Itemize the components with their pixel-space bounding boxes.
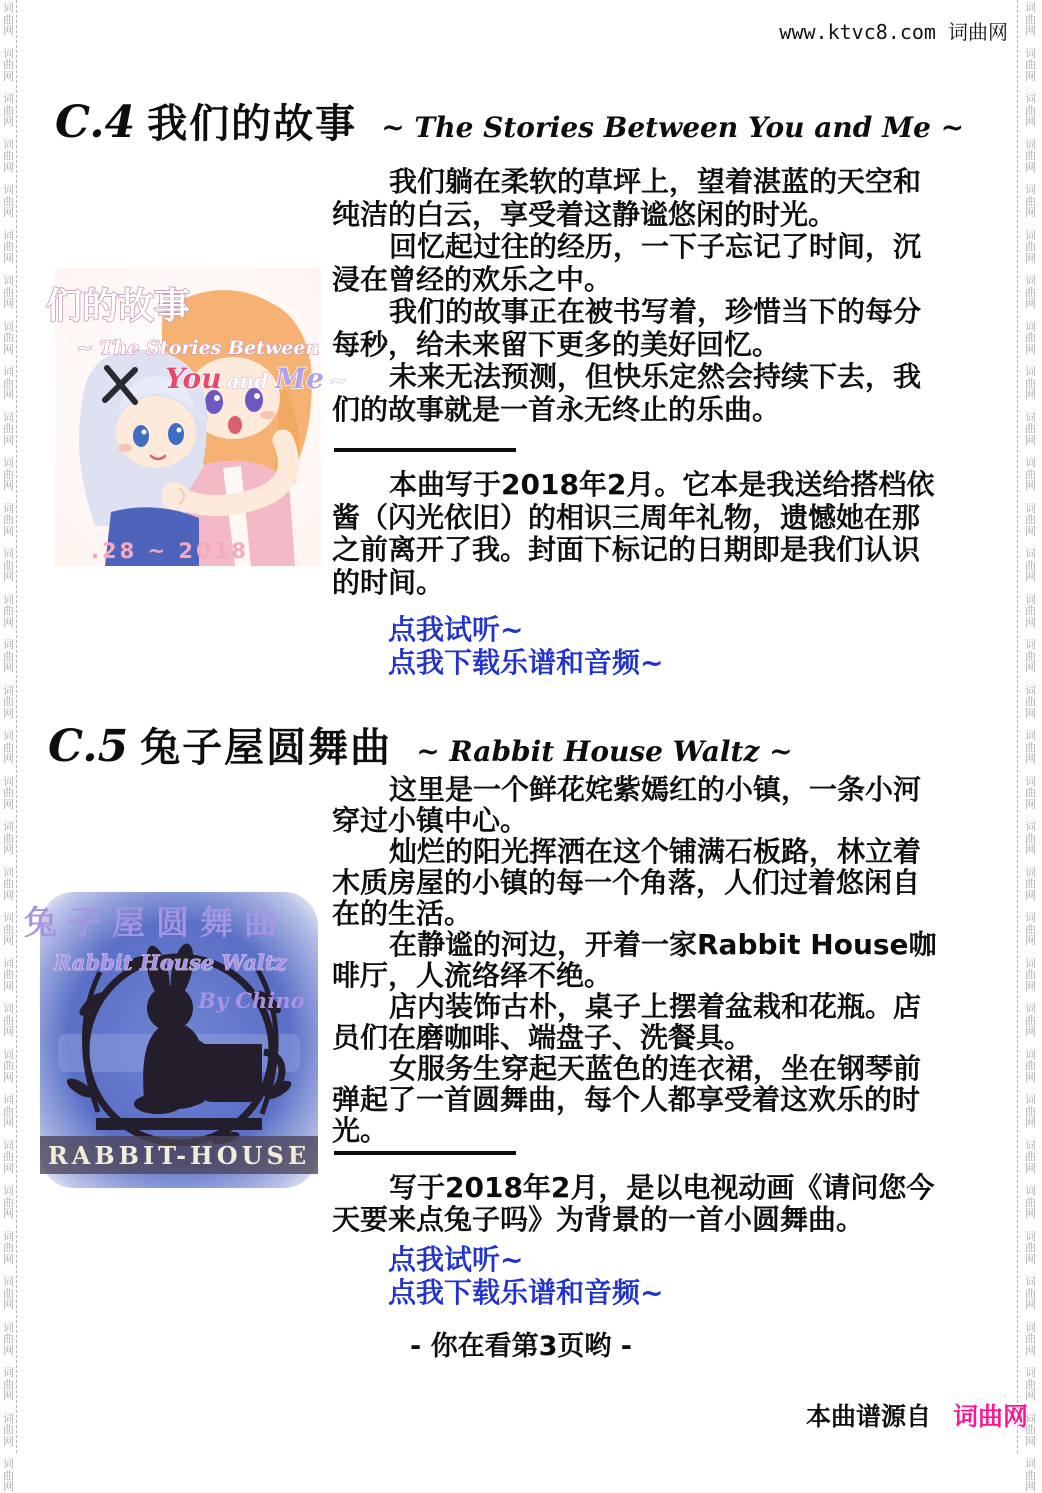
c5-notes	[332, 1172, 956, 1236]
text-line: 写于2018年2月，是以电视动画《请问您今	[389, 1171, 935, 1204]
text-line: 穿过小镇中心。	[332, 804, 529, 837]
cover1-tilde-text: ~	[329, 368, 348, 394]
text-line: 在的生活。	[332, 897, 473, 930]
right-dashed-border	[1017, 0, 1018, 1453]
text-line: 浸在曾经的欢乐之中。	[332, 262, 613, 296]
text-line: 每秒，给未来留下更多的美好回忆。	[332, 327, 781, 361]
text-line: 在静谧的河边，开着一家Rabbit House咖	[389, 928, 937, 961]
section-title-en: ~ Rabbit House Waltz ~	[416, 735, 793, 768]
c4-listen-link[interactable]: 点我试听~	[388, 613, 524, 646]
cover2-byline-text: By Chino	[198, 988, 305, 1013]
section-title-cn: 兔子屋圆舞曲	[140, 725, 393, 771]
section-number: C.5	[48, 721, 129, 772]
cover1-illustration	[46, 268, 348, 566]
c4-download-link[interactable]: 点我下载乐谱和音频~	[388, 646, 664, 679]
text-line: 这里是一个鲜花姹紫嫣红的小镇，一条小河	[389, 773, 922, 806]
cover1-date-text: .28 ~ 2018	[91, 539, 249, 563]
cover1-and-text: and	[226, 369, 276, 393]
cover2-subtitle-text: Rabbit House Waltz	[54, 950, 287, 975]
right-watermark-column: 词 曲 网 词 曲 网 词 曲 网 词 曲 网 词 曲 网 词 曲 网 词 曲 网 词 曲 网 词 曲 网 词 曲 网 词 曲 网 词 曲 网 词 曲 网 词 曲 网 词 曲 网 词 曲 网 词 曲 网 词 曲 网 词 曲 网 词 曲 网 词 曲 网 词 曲 网 词 曲 网 词 曲 网 词 曲 网 词 曲 网 词 曲 网 词 曲 网 词 曲 网 词 曲 网 词 曲 网 词 曲 网 词 曲 网	[1025, 1, 1036, 1493]
section-divider	[334, 448, 516, 452]
text-line: 的时间。	[332, 565, 445, 599]
text-line: 回忆起过往的经历，一下子忘记了时间，沉	[389, 230, 922, 263]
page-number-note: - 你在看第3页哟 -	[410, 1331, 632, 1362]
section-c4-heading	[55, 92, 964, 149]
text-line: 之前离开了我。封面下标记的日期即是我们认识	[332, 533, 921, 566]
c5-listen-link[interactable]: 点我试听~	[388, 1243, 524, 1276]
section-divider	[334, 1151, 516, 1155]
text-line: 我们的故事正在被书写着，珍惜当下的每分	[389, 295, 922, 328]
text-line: 纯洁的白云，享受着这静谧悠闲的时光。	[332, 197, 837, 231]
site-url-watermark: www.ktvc8.com 词曲网	[779, 20, 1008, 44]
cover-art-stories-between-you-and-me	[46, 268, 348, 566]
text-line: 们的故事就是一首永无终止的乐曲。	[332, 392, 781, 426]
cover2-illustration	[24, 892, 318, 1188]
text-line: 灿烂的阳光挥洒在这个铺满石板路，林立着	[389, 835, 922, 868]
text-line: 我们躺在柔软的草坪上，望着湛蓝的天空和	[389, 165, 922, 198]
footer-credits	[0, 1397, 1042, 1429]
source-site-link[interactable]: 词曲网	[953, 1402, 1029, 1431]
text-line: 店内装饰古朴，桌子上摆着盆栽和花瓶。店	[389, 990, 922, 1023]
left-watermark-column: 词 曲 网 词 曲 网 词 曲 网 词 曲 网 词 曲 网 词 曲 网 词 曲 网 词 曲 网 词 曲 网 词 曲 网 词 曲 网 词 曲 网 词 曲 网 词 曲 网 词 曲 网 词 曲 网 词 曲 网 词 曲 网 词 曲 网 词 曲 网 词 曲 网 词 曲 网 词 曲 网 词 曲 网 词 曲 网 词 曲 网 词 曲 网 词 曲 网 词 曲 网 词 曲 网 词 曲 网 词 曲 网 词 曲 网	[3, 1, 14, 1493]
text-line: 员们在磨咖啡、端盘子、洗餐具。	[332, 1021, 753, 1054]
text-line: 酱（闪光依旧）的相识三周年礼物，遗憾她在那	[332, 500, 921, 534]
cover1-me-text: Me	[275, 362, 324, 395]
cover2-sign-text: RABBIT-HOUSE	[47, 1141, 311, 1170]
text-line: 木质房屋的小镇的每一个角落，人们过着悠闲自	[332, 866, 921, 899]
source-label: 本曲谱源自	[806, 1402, 932, 1431]
c5-download-link[interactable]: 点我下载乐谱和音频~	[388, 1276, 664, 1309]
text-line: 啡厅，人流络绎不绝。	[332, 959, 613, 992]
left-dashed-border	[16, 0, 17, 1453]
cover-art-rabbit-house-waltz	[24, 892, 318, 1188]
text-line: 弹起了一首圆舞曲，每个人都享受着这欢乐的时	[332, 1083, 921, 1116]
c5-description	[332, 774, 956, 1146]
section-title-en: ~ The Stories Between You and Me ~	[381, 111, 965, 144]
cover1-you-text: You	[165, 362, 222, 395]
text-line: 女服务生穿起天蓝色的连衣裙，坐在钢琴前	[389, 1052, 922, 1085]
section-c5-heading	[48, 716, 793, 773]
section-number: C.4	[55, 97, 136, 148]
text-line: 未来无法预测，但快乐定然会持续下去，我	[389, 360, 922, 393]
cover2-title-text: 兔子屋圆舞曲	[24, 903, 288, 942]
text-line: 本曲写于2018年2月。它本是我送给搭档依	[389, 468, 935, 501]
text-line: 光。	[332, 1114, 389, 1147]
c4-description	[332, 166, 956, 426]
cover1-title-text: 们的故事	[46, 286, 191, 327]
cover1-subtitle-text: ~ The Stories Between	[77, 337, 320, 359]
section-title-cn: 我们的故事	[147, 101, 358, 147]
c4-notes	[332, 469, 956, 599]
text-line: 天要来点兔子吗》为背景的一首小圆舞曲。	[332, 1203, 865, 1236]
